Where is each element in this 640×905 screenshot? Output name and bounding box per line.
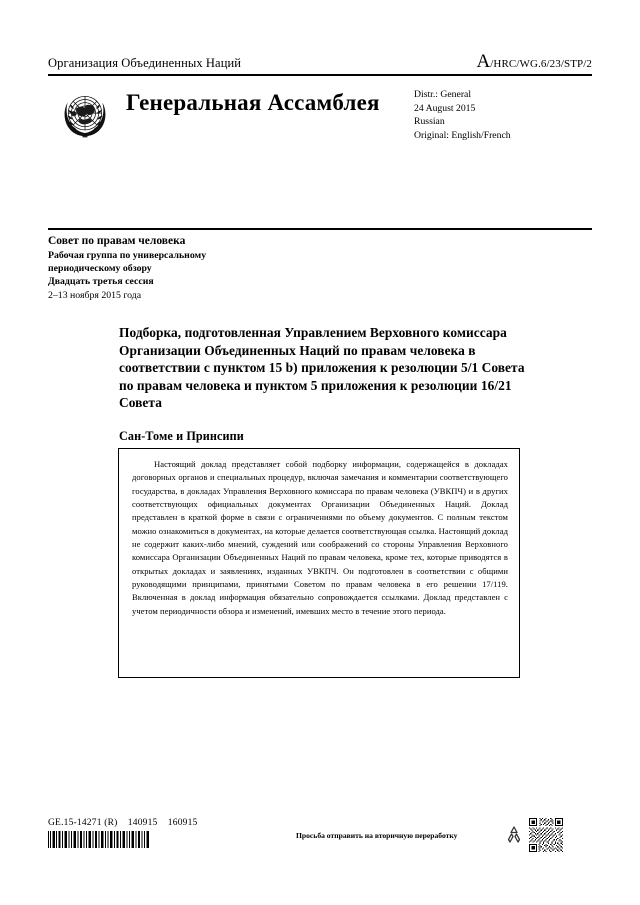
- council-block: [48, 234, 378, 302]
- distribution-block: [414, 88, 511, 142]
- summary-text: Настоящий доклад представляет собой подборку информации, содержащейся в докладах договорных органов и специальных процедур, включая замечания и комментарии соответствующего государства, в докладах Управления Верховного комиссара по правам человека (УВКПЧ) и в других соответствующих официальных документах Организации Объединенных Наций. Доклад представлен в краткой форме в связи с ограничениями по объему документов. С полным текстом можно ознакомиться в документах, на которые делается соответствующая ссылка. Настоящий доклад не содержит каких-либо мнений, суждений или соображений со стороны Управления Верховного комиссара Организации Объединенных Наций по правам человека, кроме тех, которые приводятся в открытых докладах и заявлениях, изданных УВКПЧ. Он подготовлен в соответствии с общими руководящими принципами, принятыми Советом по правам человека в его решении 17/119. Включенная в доклад информация обязательно сопровождается ссылками. Доклад представлен с учетом периодичности обзора и изменений, имевших место в течение этого периода.: [132, 459, 508, 616]
- document-header: [48, 52, 592, 146]
- distribution-date: 24 August 2015: [414, 102, 476, 114]
- document-symbol: [476, 52, 592, 71]
- recycle-note: Просьба отправить на вторичную переработку: [296, 831, 458, 840]
- recycle-icon: [504, 824, 524, 844]
- body-title: Генеральная Ассамблея: [126, 90, 380, 115]
- working-group-line-1: Рабочая группа по универсальному: [48, 249, 207, 261]
- working-group-line-2: периодическому обзору: [48, 262, 152, 274]
- barcode: [48, 831, 152, 848]
- session-dates: 2–13 ноября 2015 года: [48, 289, 142, 301]
- summary-box: [118, 448, 520, 678]
- distribution-original: Original: English/French: [414, 129, 511, 141]
- header-divider: [48, 74, 592, 76]
- title-block: [119, 324, 539, 444]
- document-footer: [48, 818, 592, 878]
- council-name: Совет по правам человека: [48, 235, 186, 247]
- session-number: Двадцать третья сессия: [48, 276, 154, 288]
- qr-code: [529, 818, 563, 852]
- distribution-type: Distr.: General: [414, 89, 472, 100]
- header-top-row: [48, 52, 592, 74]
- un-emblem: [54, 84, 116, 146]
- organization-name: Организация Объединенных Наций: [48, 56, 242, 70]
- distribution-language: Russian: [414, 116, 445, 128]
- council-divider: [48, 228, 592, 230]
- page-title: Подборка, подготовленная Управлением Верховного комиссара Организации Объединенных Наций по правам человека в соответствии с пунктом 15 b) приложения к резолюции 5/1 Совета по правам человека и пунктом 5 приложения к резолюции 16/21 Совета: [119, 325, 525, 411]
- document-symbol-prefix: A: [476, 51, 491, 72]
- document-symbol-rest: /HRC/WG.6/23/STP/2: [490, 58, 592, 70]
- job-number: GE.15-14271 (R) 140915 160915: [48, 818, 198, 828]
- country-name: Сан-Томе и Принсипи: [119, 428, 244, 443]
